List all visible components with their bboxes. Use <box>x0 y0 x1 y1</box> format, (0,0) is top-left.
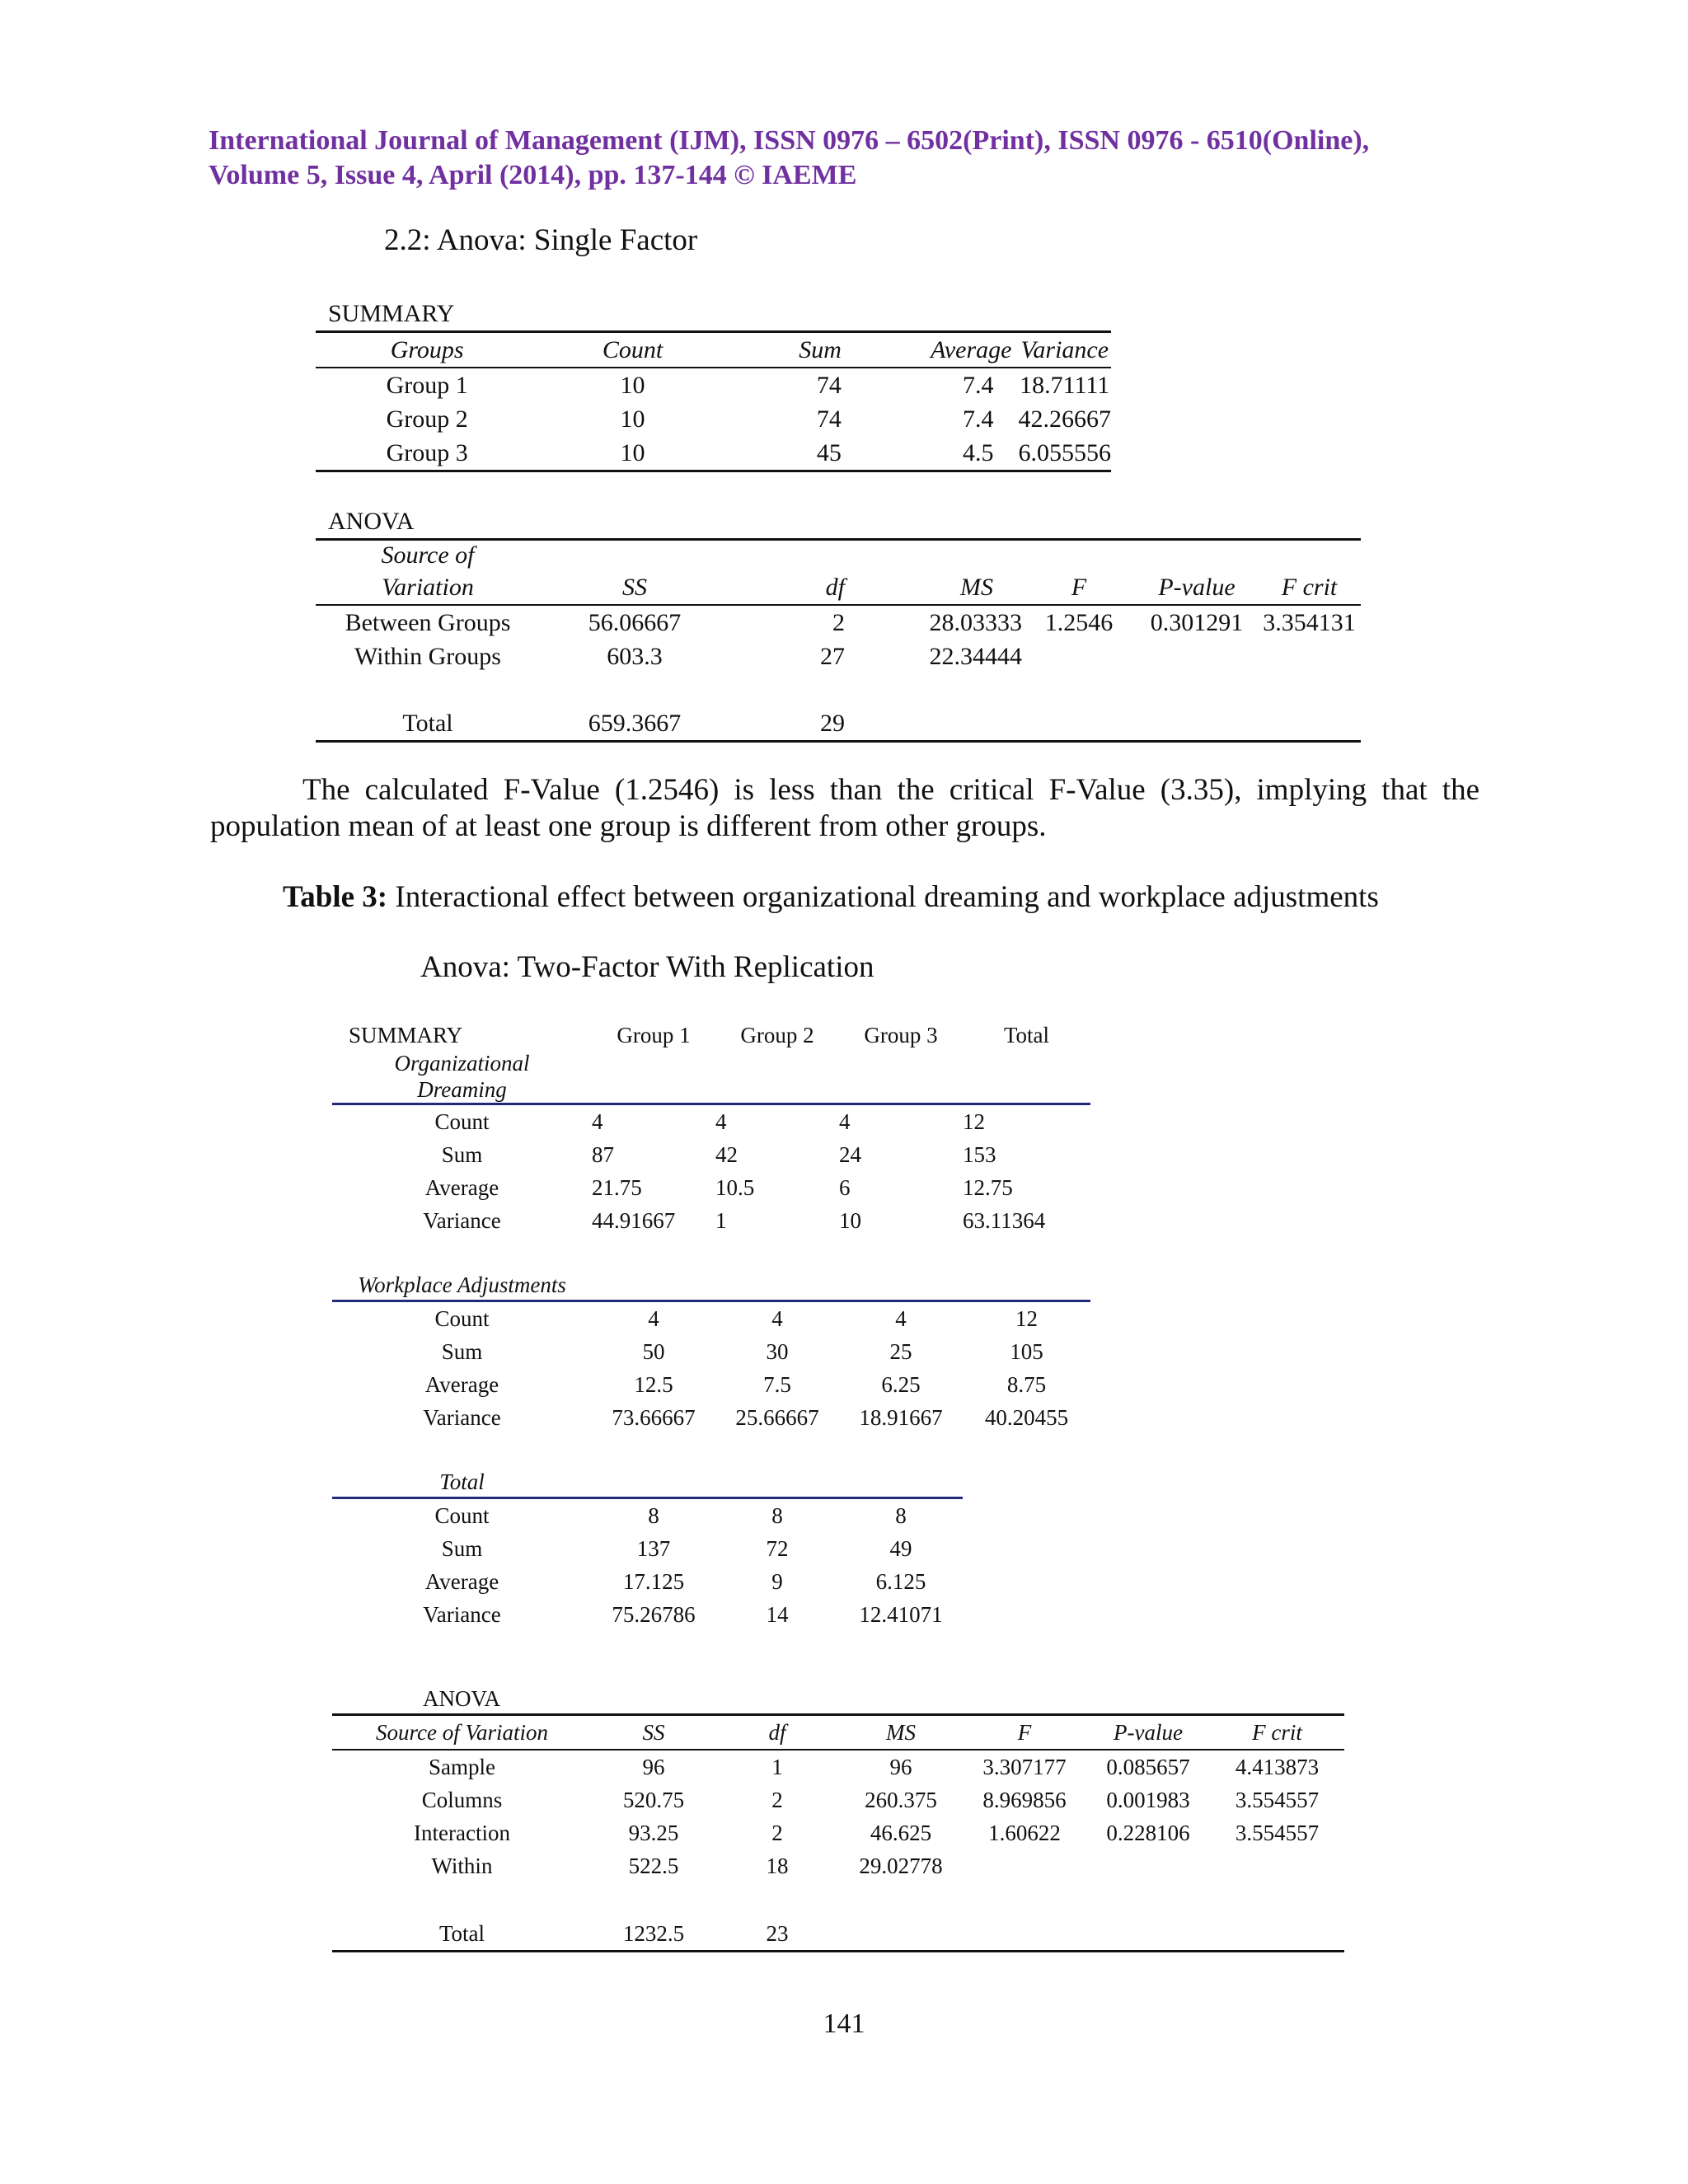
cell: 659.3667 <box>540 706 729 742</box>
cell: 4 <box>592 1109 603 1134</box>
cell: 8 <box>648 1503 659 1528</box>
table-row-total <box>316 706 1361 742</box>
cell: Variance <box>423 1405 501 1430</box>
col-header: Group 1 <box>617 1023 691 1047</box>
cell: 74 <box>816 405 842 433</box>
col-header: Variance <box>1018 332 1111 368</box>
cell: 21.75 <box>592 1175 642 1200</box>
cell: 10 <box>620 405 645 433</box>
cell: 6 <box>839 1175 851 1200</box>
cell: 12.75 <box>963 1175 1013 1200</box>
table-row <box>332 1171 1090 1204</box>
cell: 74 <box>816 372 842 399</box>
cell: Average <box>424 1175 499 1200</box>
col-header: MS <box>839 1715 963 1750</box>
cell: 4 <box>895 1306 907 1331</box>
cell: 96 <box>889 1755 912 1779</box>
table-row <box>316 640 1361 673</box>
table-row <box>332 1849 1344 1882</box>
col-header: Average <box>899 332 1019 368</box>
cell: Group 2 <box>386 405 468 433</box>
cell: 1 <box>771 1755 783 1779</box>
table3-caption-text: Interactional effect between organizational dreaming and workplace adjustments <box>395 880 1379 914</box>
table-row <box>332 1335 1090 1368</box>
cell: Interaction <box>414 1821 510 1845</box>
cell: 9 <box>771 1569 783 1594</box>
col-header: F crit <box>1210 1715 1344 1750</box>
cell: 12.5 <box>634 1372 673 1397</box>
section-title: 2.2: Anova: Single Factor <box>384 223 698 257</box>
anova-label: ANOVA <box>316 504 1361 540</box>
cell: Variance <box>423 1602 501 1627</box>
table3-label: Table 3: <box>283 880 388 914</box>
cell: 29 <box>729 706 903 742</box>
page-number: 141 <box>823 2008 865 2039</box>
cell: 63.11364 <box>963 1208 1046 1233</box>
cell <box>1086 1849 1210 1882</box>
cell: 12.41071 <box>859 1602 943 1627</box>
cell: 4.5 <box>899 436 1019 471</box>
cell: Within <box>431 1854 493 1878</box>
cell: 10 <box>839 1208 861 1233</box>
cell: 3.554557 <box>1235 1821 1320 1845</box>
cell: 29.02778 <box>859 1854 943 1878</box>
table-row <box>332 1368 1090 1401</box>
cell: Group 1 <box>386 372 468 399</box>
cell: 40.20455 <box>984 1405 1069 1430</box>
table-row <box>332 1783 1344 1816</box>
single-factor-anova-table <box>316 504 1361 743</box>
cell: 75.26786 <box>612 1602 696 1627</box>
cell: 14 <box>766 1602 789 1627</box>
table-row-total <box>332 1917 1344 1952</box>
cell: 153 <box>963 1142 996 1167</box>
cell: 522.5 <box>628 1854 679 1878</box>
cell: 3.354131 <box>1263 609 1356 636</box>
table-row <box>332 1498 1090 1533</box>
cell: 4.413873 <box>1235 1755 1320 1779</box>
cell <box>1210 1849 1344 1882</box>
col-header: Source of Variation <box>332 1715 592 1750</box>
cell: 23 <box>715 1917 839 1952</box>
cell: 137 <box>636 1536 671 1561</box>
table-row <box>332 1750 1344 1783</box>
cell: 44.91667 <box>592 1208 676 1233</box>
cell: 72 <box>766 1536 789 1561</box>
col-header: MS <box>903 570 1022 605</box>
cell: 87 <box>592 1142 614 1167</box>
cell: 22.34444 <box>929 643 1022 670</box>
col-header: SS <box>592 1715 715 1750</box>
cell: 12 <box>963 1109 985 1134</box>
table-row <box>332 1204 1090 1237</box>
cell: Average <box>424 1372 499 1397</box>
cell: 10 <box>538 436 726 471</box>
table-row <box>332 1532 1090 1565</box>
org-dreaming-label-line2: Dreaming <box>332 1076 592 1104</box>
cell: 0.301291 <box>1150 609 1244 636</box>
col-header: Total <box>1003 1023 1050 1047</box>
col-header: P-value <box>1136 570 1258 605</box>
cell: 6.055556 <box>1018 436 1111 471</box>
cell: 25 <box>889 1339 912 1364</box>
cell: 8 <box>771 1503 783 1528</box>
cell: 6.25 <box>881 1372 921 1397</box>
cell: 0.085657 <box>1106 1755 1190 1779</box>
cell: Within Groups <box>354 643 501 670</box>
col-header: Group 3 <box>864 1023 938 1047</box>
cell: 2 <box>771 1821 783 1845</box>
table-row <box>332 1816 1344 1849</box>
cell <box>1258 640 1361 673</box>
cell: 0.001983 <box>1106 1788 1190 1812</box>
cell: 1.60622 <box>988 1821 1061 1845</box>
two-factor-title: Anova: Two-Factor With Replication <box>420 950 874 984</box>
cell: 96 <box>642 1755 665 1779</box>
cell: 10 <box>620 372 645 399</box>
table-row <box>332 1104 1090 1139</box>
col-header: P-value <box>1086 1715 1210 1750</box>
table-row <box>332 1565 1090 1598</box>
cell: 8 <box>895 1503 907 1528</box>
cell: Count <box>434 1306 490 1331</box>
cell: 8.75 <box>1006 1372 1047 1397</box>
cell: Sum <box>441 1142 483 1167</box>
cell: 18.91667 <box>859 1405 943 1430</box>
cell: 27 <box>820 643 845 670</box>
table-row <box>332 1598 1090 1631</box>
journal-header-line1: International Journal of Management (IJM), ISSN 0976 – 6502(Print), ISSN 0976 - 6510(Online), <box>209 125 1370 156</box>
two-factor-anova-table <box>332 1684 1344 1952</box>
cell: 2 <box>771 1788 783 1812</box>
cell: Between Groups <box>345 609 511 636</box>
cell: 2 <box>832 609 845 636</box>
cell: Count <box>434 1109 490 1134</box>
col-header: SS <box>540 570 729 605</box>
table-row <box>316 605 1361 640</box>
cell: 4 <box>771 1306 783 1331</box>
col-header: F <box>963 1715 1086 1750</box>
single-factor-summary-table <box>316 297 1111 472</box>
cell: 7.5 <box>763 1372 791 1397</box>
cell <box>1022 640 1136 673</box>
cell: 49 <box>889 1536 912 1561</box>
body-paragraph: The calculated F-Value (1.2546) is less than the critical F-Value (3.35), implying that the population mean of at least one group is different from other groups. <box>210 773 1479 843</box>
cell: 73.66667 <box>612 1405 696 1430</box>
cell: 30 <box>766 1339 789 1364</box>
cell: Total <box>316 706 540 742</box>
cell: 25.66667 <box>735 1405 819 1430</box>
cell: 0.228106 <box>1106 1821 1190 1845</box>
cell: 7.4 <box>962 405 994 433</box>
cell: Sample <box>429 1755 495 1779</box>
two-factor-summary-table <box>332 1020 1090 1631</box>
cell: 28.03333 <box>929 609 1022 636</box>
cell: Sum <box>441 1536 483 1561</box>
total-section-label: Total <box>332 1467 592 1498</box>
journal-header <box>209 124 1478 193</box>
cell: 7.4 <box>962 372 994 399</box>
table-row <box>316 436 1111 471</box>
cell: 520.75 <box>622 1788 685 1812</box>
cell: Sum <box>441 1339 483 1364</box>
col-header: df <box>729 570 903 605</box>
source-header-line2: Variation <box>316 570 540 605</box>
cell: Columns <box>421 1788 503 1812</box>
table-row <box>332 1301 1090 1336</box>
cell: 93.25 <box>628 1821 679 1845</box>
cell: 3.554557 <box>1235 1788 1320 1812</box>
col-header: F crit <box>1258 570 1361 605</box>
summary-label: SUMMARY <box>349 1023 463 1047</box>
source-header-line1: Source of <box>381 541 475 569</box>
cell: 12 <box>1015 1306 1038 1331</box>
table-row <box>316 402 1111 436</box>
col-header: Group 2 <box>740 1023 814 1047</box>
cell: Variance <box>423 1208 501 1233</box>
col-header: Groups <box>316 332 538 368</box>
cell: 603.3 <box>607 643 663 670</box>
cell: 18 <box>766 1854 789 1878</box>
table-row <box>316 368 1111 402</box>
cell: 3.307177 <box>982 1755 1067 1779</box>
cell: Count <box>434 1503 490 1528</box>
cell: 42 <box>715 1142 738 1167</box>
cell: 17.125 <box>622 1569 685 1594</box>
col-header: Sum <box>727 332 899 368</box>
cell: 4 <box>715 1109 727 1134</box>
org-dreaming-label-line1: Organizational <box>394 1051 530 1076</box>
table-row <box>332 1401 1090 1434</box>
cell: 6.125 <box>875 1569 926 1594</box>
col-header: df <box>715 1715 839 1750</box>
cell: 56.06667 <box>588 609 682 636</box>
cell: 18.71111 <box>1020 372 1110 399</box>
workplace-adjustments-label: Workplace Adjustments <box>332 1270 592 1301</box>
journal-header-line2: Volume 5, Issue 4, April (2014), pp. 137-144 © IAEME <box>209 160 857 190</box>
cell: 105 <box>1010 1339 1043 1364</box>
cell: 10.5 <box>715 1175 755 1200</box>
col-header: F <box>1022 570 1136 605</box>
col-header: Count <box>538 332 726 368</box>
cell: 42.26667 <box>1018 405 1111 433</box>
cell: 4 <box>648 1306 659 1331</box>
cell: 50 <box>642 1339 665 1364</box>
summary-label: SUMMARY <box>316 297 1111 332</box>
cell: 8.969856 <box>982 1788 1067 1812</box>
cell: 260.375 <box>865 1788 937 1812</box>
cell: 1232.5 <box>592 1917 715 1952</box>
cell: 4 <box>839 1109 851 1134</box>
table3-caption <box>283 879 1379 915</box>
anova-label: ANOVA <box>332 1684 592 1715</box>
cell <box>963 1849 1086 1882</box>
cell: 24 <box>839 1142 861 1167</box>
cell: 45 <box>727 436 899 471</box>
cell: 1 <box>715 1208 727 1233</box>
cell: 1.2546 <box>1044 609 1114 636</box>
cell <box>1136 640 1258 673</box>
cell: 46.625 <box>870 1821 932 1845</box>
cell: Group 3 <box>316 436 538 471</box>
table-row <box>332 1138 1090 1171</box>
cell: Average <box>424 1569 499 1594</box>
cell: Total <box>332 1917 592 1952</box>
